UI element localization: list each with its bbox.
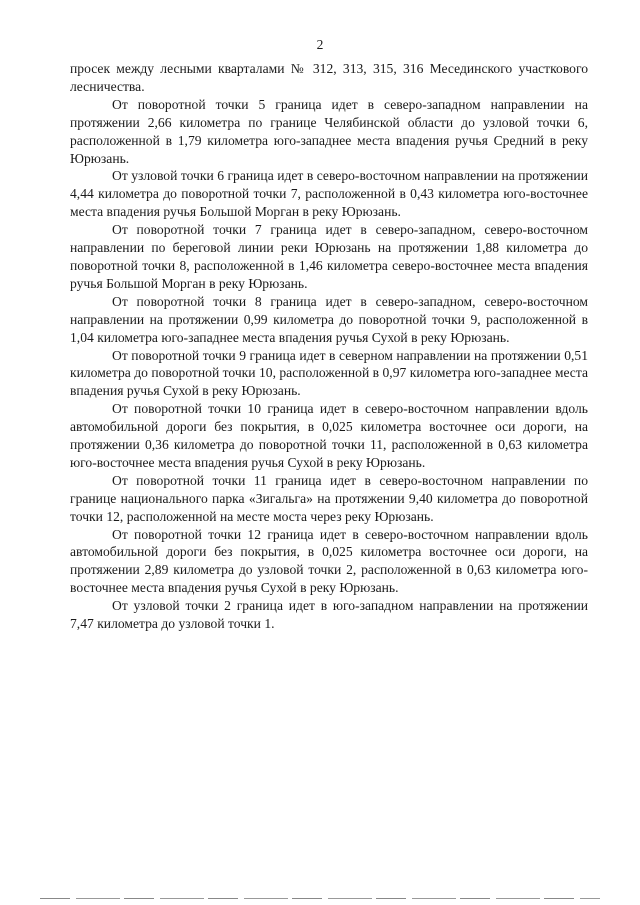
- scan-edge-line: [40, 898, 600, 899]
- page-number: 2: [316, 37, 324, 52]
- scan-bottom-edge: [0, 893, 640, 905]
- paragraph-1: просек между лесными кварталами № 312, 313, 315, 316 Месединского участкового лесничества.: [70, 61, 588, 94]
- paragraph-9: От поворотной точки 12 граница идет в северо-восточном направлении вдоль автомобильной дороги без покрытия, в 0,025 километра восточнее оси дороги, на протяжении 2,89 километра до узловой точки 2, расположенной в 0,63 километра юго-восточнее места впадения ручья Сухой в реку Юрюзань.: [70, 526, 588, 596]
- paragraph-10: От узловой точки 2 граница идет в юго-западном направлении на протяжении 7,47 километра до узловой точки 1.: [70, 598, 588, 632]
- paragraph-2: От поворотной точки 5 граница идет в северо-западном направлении на протяжении 2,66 километра по границе Челябинской области до узловой точки 6, расположенной в 1,79 километра юго-западнее места впадения ручья Средний в реку Юрюзань.: [70, 96, 588, 166]
- paragraph-8: От поворотной точки 11 граница идет в северо-восточном направлении по границе национального парка «Зигальга» на протяжении 9,40 километра до поворотной точки 12, расположенной на месте моста через реку Юрюзань.: [70, 472, 588, 524]
- paragraph-3: От узловой точки 6 граница идет в северо-восточном направлении на протяжении 4,44 километра до поворотной точки 7, расположенной в 0,43 километра юго-восточнее места впадения ручья Большой Морган в реку Юрюзань.: [70, 168, 588, 220]
- document-body: [70, 60, 588, 633]
- paragraph-7: От поворотной точки 10 граница идет в северо-восточном направлении вдоль автомобильной дороги без покрытия, в 0,025 километра восточнее оси дороги, на протяжении 0,36 километра до поворотной точки 11, расположенной в 0,63 километра юго-восточнее места впадения ручья Сухой в реку Юрюзань.: [70, 401, 588, 470]
- paragraph-4: От поворотной точки 7 граница идет в северо-западном, северо-восточном направлении по береговой линии реки Юрюзань на протяжении 1,88 километра до поворотной точки 8, расположенной в 1,46 километра северо-восточнее места впадения ручья Большой Морган в реку Юрюзань.: [70, 222, 588, 291]
- paragraph-5: От поворотной точки 8 граница идет в северо-западном, северо-восточном направлении на протяжении 0,99 километра до поворотной точки 9, расположенной в 1,04 километра юго-западнее места впадения ручья Сухой в реку Юрюзань.: [70, 293, 588, 345]
- paragraph-6: От поворотной точки 9 граница идет в северном направлении на протяжении 0,51 километра до поворотной точки 10, расположенной в 0,97 километра юго-западнее места впадения ручья Сухой в реку Юрюзань.: [70, 347, 588, 399]
